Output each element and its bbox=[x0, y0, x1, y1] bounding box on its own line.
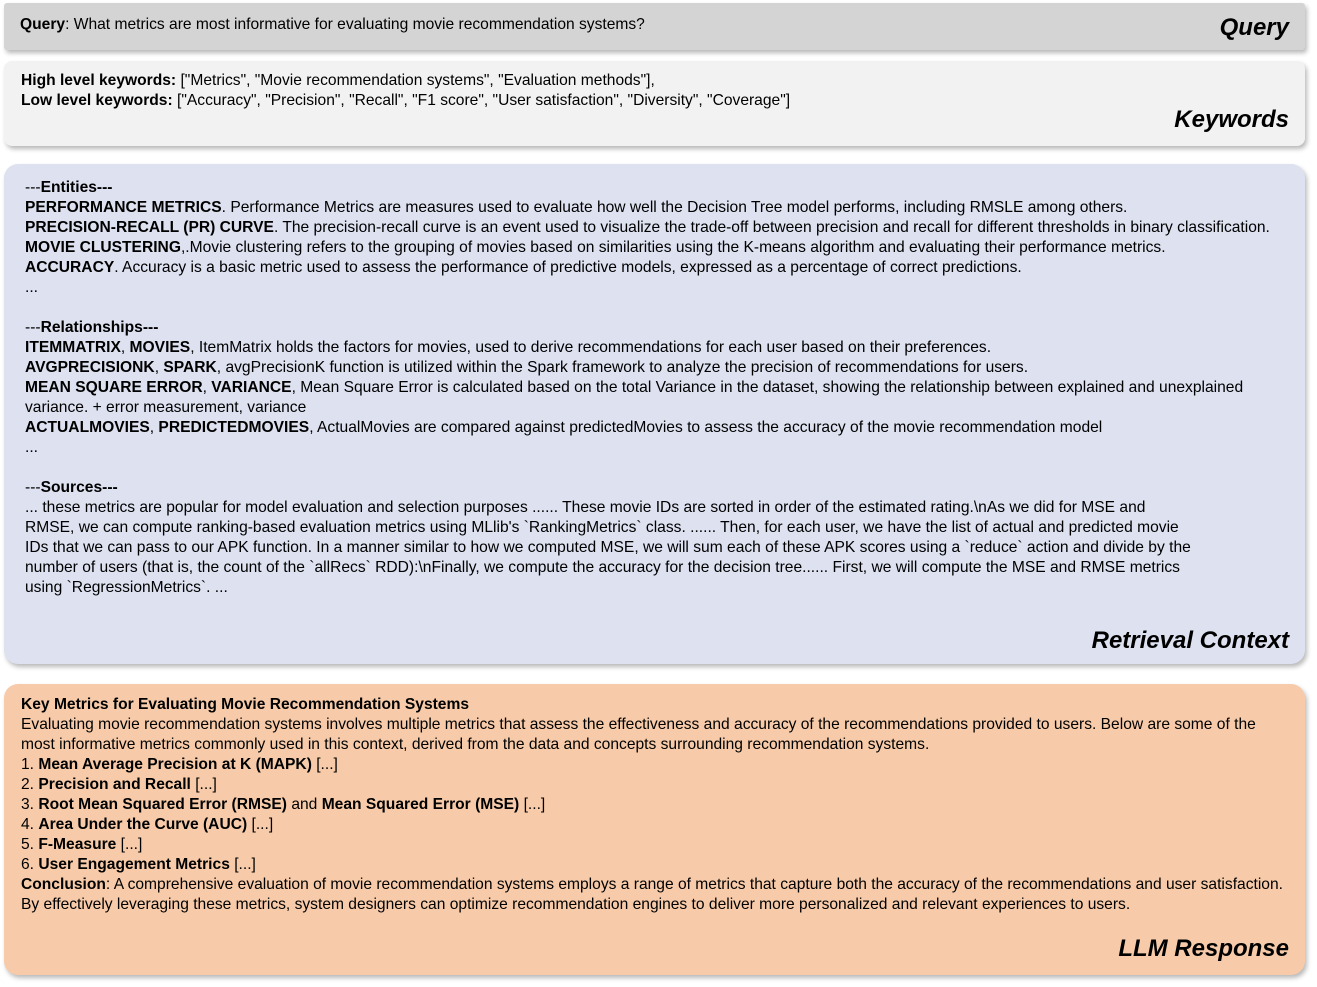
metric-item bbox=[21, 815, 1287, 835]
metric-name: Root Mean Squared Error (RMSE) bbox=[38, 796, 287, 813]
conclusion-label: Conclusion bbox=[21, 876, 106, 893]
response-conclusion bbox=[21, 875, 1287, 915]
metric-name: Precision and Recall bbox=[38, 776, 191, 793]
entities-header bbox=[25, 178, 1287, 198]
metric-number: 6. bbox=[21, 856, 39, 873]
relationship-sep: , bbox=[120, 339, 130, 356]
metric-name: F-Measure bbox=[38, 836, 117, 853]
spacer bbox=[25, 458, 1287, 478]
retrieval-context-panel bbox=[4, 164, 1305, 664]
entity-name: MOVIE CLUSTERING bbox=[25, 239, 181, 256]
relationship-sep: , bbox=[154, 359, 164, 376]
metric-rest: [...] bbox=[247, 816, 274, 833]
entity-desc: . The precision-recall curve is an event used to visualize the trade-off between precision and recall for different thresholds in binary classification. bbox=[273, 219, 1270, 236]
entity-item bbox=[25, 218, 1287, 238]
relationship-target: SPARK bbox=[163, 359, 217, 376]
query-prefix: Query bbox=[20, 16, 66, 33]
metric-conjunction: and bbox=[287, 796, 322, 813]
relationship-desc: , ActualMovies are compared against predictedMovies to assess the accuracy of the movie recommendation model bbox=[309, 419, 1103, 436]
metric-item bbox=[21, 835, 1287, 855]
low-level-values: ["Accuracy", "Precision", "Recall", "F1 score", "User satisfaction", "Diversity", "Coverage"] bbox=[172, 92, 791, 109]
keywords-panel bbox=[4, 61, 1305, 146]
retrieval-context-label: Retrieval Context bbox=[1091, 627, 1289, 654]
relationship-item bbox=[25, 378, 1287, 418]
relationship-item bbox=[25, 358, 1287, 378]
response-title bbox=[21, 695, 1287, 715]
entity-name: ACCURACY bbox=[25, 259, 115, 276]
metric-rest: [...] bbox=[229, 856, 256, 873]
response-intro: Evaluating movie recommendation systems involves multiple metrics that assess the effectiveness and accuracy of the recommendations provided to users. Below are some of the most informative metrics commonly used in this context, derived from the data and concepts surrounding recommendation systems. bbox=[21, 716, 1256, 753]
metric-number: 5. bbox=[21, 836, 39, 853]
query-panel bbox=[4, 3, 1305, 50]
entity-desc: . Performance Metrics are measures used to evaluate how well the Decision Tree model performs, including RMSLE among others. bbox=[221, 199, 1128, 216]
metric-name: User Engagement Metrics bbox=[38, 856, 230, 873]
entity-name: PRECISION-RECALL (PR) CURVE bbox=[25, 219, 274, 236]
metric-item bbox=[21, 775, 1287, 795]
relationship-sep: , bbox=[202, 379, 212, 396]
relationship-source: ITEMMATRIX bbox=[25, 339, 121, 356]
response-content bbox=[21, 695, 1287, 915]
metric-rest: [...] bbox=[116, 836, 143, 853]
entities-header-prefix: --- bbox=[25, 179, 41, 196]
metric-item bbox=[21, 795, 1287, 815]
metric-rest: [...] bbox=[311, 756, 338, 773]
entities-header-text: Entities--- bbox=[40, 179, 113, 196]
query-label: Query bbox=[1219, 14, 1289, 41]
retrieval-content bbox=[25, 178, 1287, 598]
spacer bbox=[25, 298, 1287, 318]
metric-number: 2. bbox=[21, 776, 39, 793]
metric-name-secondary: Mean Squared Error (MSE) bbox=[321, 796, 520, 813]
low-level-prefix: Low level keywords: bbox=[21, 92, 173, 109]
metric-item bbox=[21, 755, 1287, 775]
sources-line: using `RegressionMetrics`. ... bbox=[25, 579, 228, 596]
metric-number: 1. bbox=[21, 756, 39, 773]
relationship-target: MOVIES bbox=[129, 339, 191, 356]
conclusion-text: : A comprehensive evaluation of movie recommendation systems employs a range of metrics that capture both the accuracy of the recommendations and user satisfaction. By effectively leveraging these metrics, system designers can optimize recommendation engines to deliver more personalized and relevant experiences to users. bbox=[21, 876, 1283, 913]
response-title-text: Key Metrics for Evaluating Movie Recommendation Systems bbox=[21, 696, 470, 713]
relationships-ellipsis: ... bbox=[25, 439, 38, 456]
relationships-header-text: Relationships--- bbox=[40, 319, 159, 336]
relationship-desc: , Mean Square Error is calculated based on the total Variance in the dataset, showing the relationship between explained and unexplained variance. + error measurement, variance bbox=[25, 379, 1244, 416]
relationship-item bbox=[25, 338, 1287, 358]
relationship-desc: , ItemMatrix holds the factors for movies, used to derive recommendations for each user based on their preferences. bbox=[190, 339, 992, 356]
sources-line: ... these metrics are popular for model evaluation and selection purposes ...... These movie IDs are sorted in order of the estimated rating.\nAs we did for MSE and bbox=[25, 499, 1146, 516]
high-level-keywords bbox=[21, 71, 790, 91]
relationships-header-prefix: --- bbox=[25, 319, 41, 336]
relationship-source: MEAN SQUARE ERROR bbox=[25, 379, 203, 396]
sources-header-prefix: --- bbox=[25, 479, 41, 496]
metric-item bbox=[21, 855, 1287, 875]
entity-item bbox=[25, 238, 1287, 258]
entity-desc: ,.Movie clustering refers to the grouping of movies based on similarities using the K-means algorithm and evaluating their performance metrics. bbox=[180, 239, 1166, 256]
metric-number: 3. bbox=[21, 796, 39, 813]
relationship-source: AVGPRECISIONK bbox=[25, 359, 155, 376]
sources-line: RMSE, we can compute ranking-based evaluation metrics using MLlib's `RankingMetrics` class. ...... Then, for each user, we have the list of actual and predicted movie bbox=[25, 519, 1179, 536]
entity-desc: . Accuracy is a basic metric used to assess the performance of predictive models, expressed as a percentage of correct predictions. bbox=[114, 259, 1022, 276]
entity-item bbox=[25, 258, 1287, 278]
low-level-keywords bbox=[21, 91, 790, 111]
keywords-content bbox=[21, 71, 790, 111]
high-level-prefix: High level keywords: bbox=[21, 72, 177, 89]
entities-ellipsis: ... bbox=[25, 279, 38, 296]
sources-line: number of users (that is, the count of the `allRecs` RDD):\nFinally, we compute the accuracy for the decision tree...... First, we will compute the MSE and RMSE metrics bbox=[25, 559, 1180, 576]
relationships-header bbox=[25, 318, 1287, 338]
relationship-desc: , avgPrecisionK function is utilized within the Spark framework to analyze the precision of recommendations for users. bbox=[216, 359, 1029, 376]
llm-response-label: LLM Response bbox=[1118, 935, 1289, 962]
relationship-sep: , bbox=[149, 419, 159, 436]
sources-header-text: Sources--- bbox=[40, 479, 118, 496]
metric-name: Area Under the Curve (AUC) bbox=[38, 816, 248, 833]
relationship-source: ACTUALMOVIES bbox=[25, 419, 150, 436]
keywords-label: Keywords bbox=[1174, 106, 1289, 133]
metric-number: 4. bbox=[21, 816, 39, 833]
entity-item bbox=[25, 198, 1287, 218]
sources-header bbox=[25, 478, 1287, 498]
relationship-target: VARIANCE bbox=[211, 379, 292, 396]
metric-rest: [...] bbox=[519, 796, 546, 813]
high-level-values: ["Metrics", "Movie recommendation systems", "Evaluation methods"], bbox=[176, 72, 655, 89]
metric-rest: [...] bbox=[190, 776, 217, 793]
relationship-item bbox=[25, 418, 1287, 438]
llm-response-panel bbox=[4, 684, 1305, 975]
query-text bbox=[20, 15, 645, 35]
entity-name: PERFORMANCE METRICS bbox=[25, 199, 222, 216]
query-body: : What metrics are most informative for evaluating movie recommendation systems? bbox=[65, 16, 645, 33]
metric-name: Mean Average Precision at K (MAPK) bbox=[38, 756, 312, 773]
relationship-target: PREDICTEDMOVIES bbox=[158, 419, 310, 436]
sources-line: IDs that we can pass to our APK function. In a manner similar to how we computed MSE, we will sum each of these APK scores using a `reduce` action and divide by the bbox=[25, 539, 1191, 556]
